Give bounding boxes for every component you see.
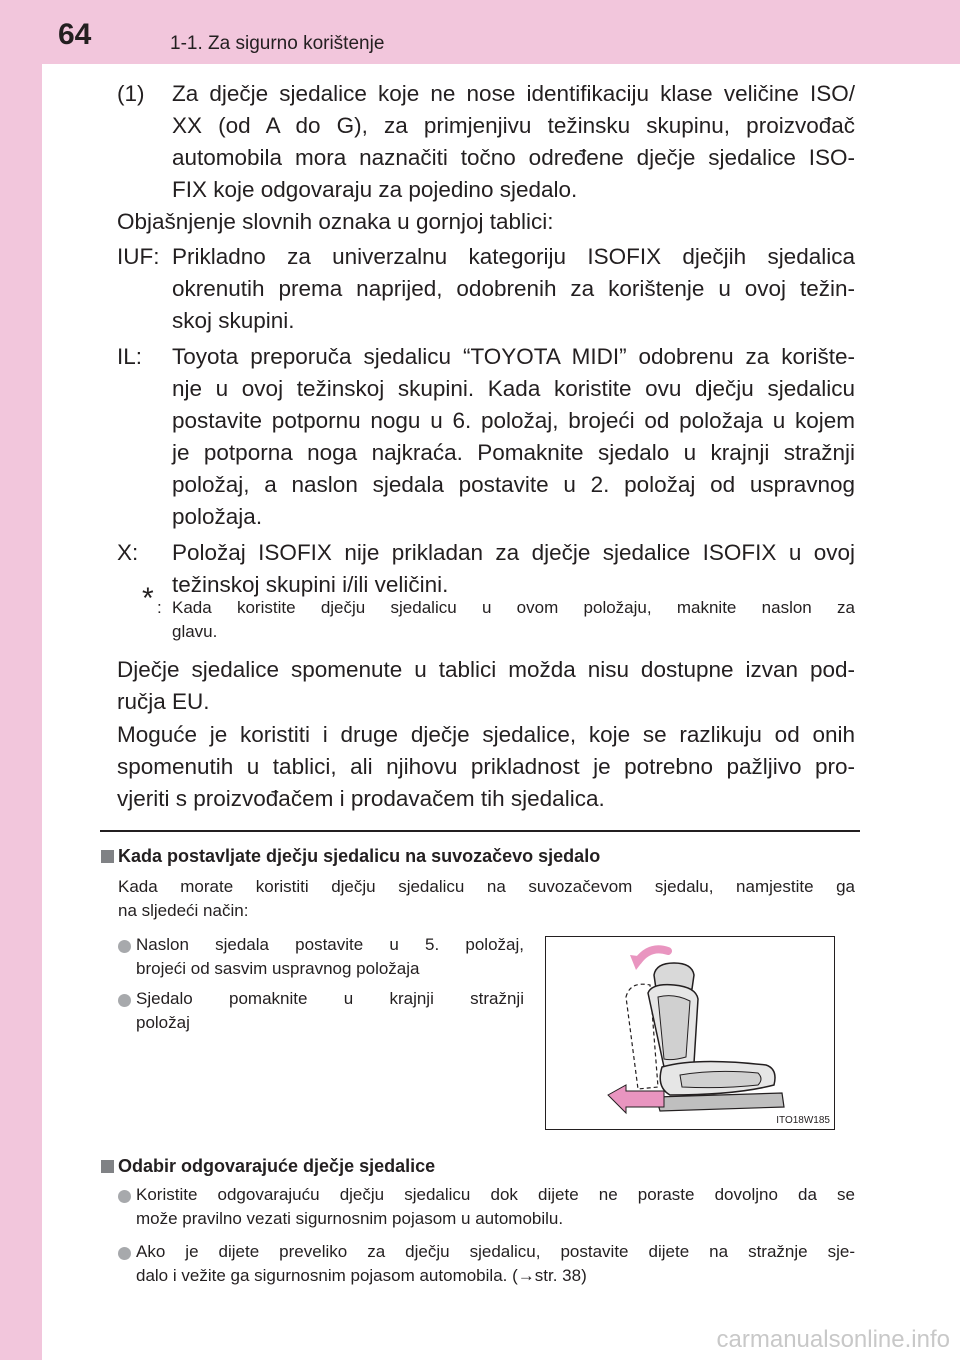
bullet-text: Koristite odgovarajuću dječju sjedalicu dok dijete ne poraste dovoljno da se [136, 1185, 855, 1204]
note-1-marker: (1) [117, 81, 145, 106]
figure-code: ITO18W185 [776, 1115, 830, 1126]
bullet-text: dalo i vežite ga sigurnosnim pojasom automobila. ( [136, 1266, 518, 1285]
legend-text-x: Položaj ISOFIX nije prikladan za dječje sjedalice ISOFIX u ovoj [172, 540, 855, 565]
bullet-text: brojeći od sasvim uspravnog položaja [136, 959, 420, 978]
header-divider [42, 62, 960, 64]
paragraph-availability: ručja EU. [117, 689, 210, 714]
slide-back-arrow-icon [608, 1085, 664, 1113]
legend-text-il: položaj, a naslon sjedala postavite u 2. položaj od uspravnog [172, 472, 855, 497]
footnote-asterisk: * [142, 582, 154, 615]
legend-text-iuf: skoj skupini. [172, 308, 295, 333]
legend-text-il: je potporna noga najkraća. Pomaknite sjedalo u krajnji stražnji [172, 440, 855, 465]
bullet-dot-icon [118, 1247, 131, 1260]
legend-intro: Objašnjenje slovnih oznaka u gornjoj tablici: [117, 209, 554, 234]
square-bullet-icon [101, 850, 114, 863]
seat-illustration [546, 937, 834, 1129]
bullet-dot-icon [118, 994, 131, 1007]
square-bullet-icon [101, 1160, 114, 1173]
note-1-line: Za dječje sjedalice koje ne nose identifikaciju klase veličine ISO/ [172, 81, 855, 106]
note-1-line: automobila mora naznačiti točno određene dječje sjedalice ISO- [172, 145, 855, 170]
paragraph-other-seats: Moguće je koristiti i druge dječje sjedalice, koje se razlikuju od onih [117, 722, 855, 747]
seat-adjustment-figure [545, 936, 835, 1130]
footnote-colon: : [157, 598, 162, 617]
bullet-text: Naslon sjedala postavite u 5. položaj, [136, 935, 524, 954]
legend-text-il: Toyota preporuča sjedalicu “TOYOTA MIDI” odobrenu za korište- [172, 344, 855, 369]
page-reference: str. 38) [534, 1266, 587, 1285]
heading-passenger-seat: Kada postavljate dječju sjedalicu na suvozačevo sjedalo [118, 846, 601, 866]
bullet-text: položaj [136, 1013, 190, 1032]
paragraph-availability: Dječje sjedalice spomenute u tablici možda nisu dostupne izvan pod- [117, 657, 855, 682]
footnote-text: Kada koristite dječju sjedalicu u ovom položaju, maknite naslon za [172, 598, 855, 617]
heading-choose-seat: Odabir odgovarajuće dječje sjedalice [118, 1156, 436, 1176]
side-color-band [0, 0, 42, 1360]
legend-text-iuf: okrenutih prema naprijed, odobrenih za korištenje u ovoj težin- [172, 276, 855, 301]
legend-text-il: nje u ovoj težinskoj skupini. Kada koristite ovu dječju sjedalicu [172, 376, 855, 401]
bullet-dot-icon [118, 1190, 131, 1203]
section-title: 1-1. Za sigurno korištenje [170, 33, 385, 54]
legend-label-x: X: [117, 540, 139, 565]
section-1-intro: Kada morate koristiti dječju sjedalicu na suvozačevom sjedalu, namjestite ga [118, 877, 855, 896]
legend-text-x: težinskoj skupini i/ili veličini. [172, 572, 449, 597]
footnote-text: glavu. [172, 622, 218, 641]
legend-label-il: IL: [117, 344, 143, 369]
bullet-dot-icon [118, 940, 131, 953]
legend-label-iuf: IUF: [117, 244, 160, 269]
legend-text-il: postavite potpornu nogu u 6. položaj, brojeći od položaja u kojem [172, 408, 855, 433]
note-1-line: XX (od A do G), za primjenjivu težinsku skupinu, proizvođač [172, 113, 855, 138]
bullet-text: može pravilno vezati sigurnosnim pojasom u automobilu. [136, 1209, 564, 1228]
legend-text-iuf: Prikladno za univerzalnu kategoriju ISOFIX dječjih sjedalica [172, 244, 855, 269]
bullet-text: Sjedalo pomaknite u krajnji stražnji [136, 989, 524, 1008]
section-divider [100, 830, 860, 832]
header-band [0, 0, 960, 62]
note-1-line: FIX koje odgovaraju za pojedino sjedalo. [172, 177, 578, 202]
page-number: 64 [58, 18, 92, 51]
arrow-reference-icon: → [517, 1266, 535, 1285]
watermark: carmanualsonline.info [716, 1326, 950, 1353]
section-1-intro: na sljedeći način: [118, 901, 249, 920]
bullet-text-with-reference [136, 1264, 587, 1288]
paragraph-other-seats: spomenutih u tablici, ali njihovu prikladnost je potrebno pažljivo pro- [117, 754, 855, 779]
paragraph-other-seats: vjeriti s proizvođačem i prodavačem tih sjedalica. [117, 786, 605, 811]
bullet-text: Ako je dijete preveliko za dječju sjedalicu, postavite dijete na stražnje sje- [136, 1242, 855, 1261]
legend-text-il: položaja. [172, 504, 263, 529]
